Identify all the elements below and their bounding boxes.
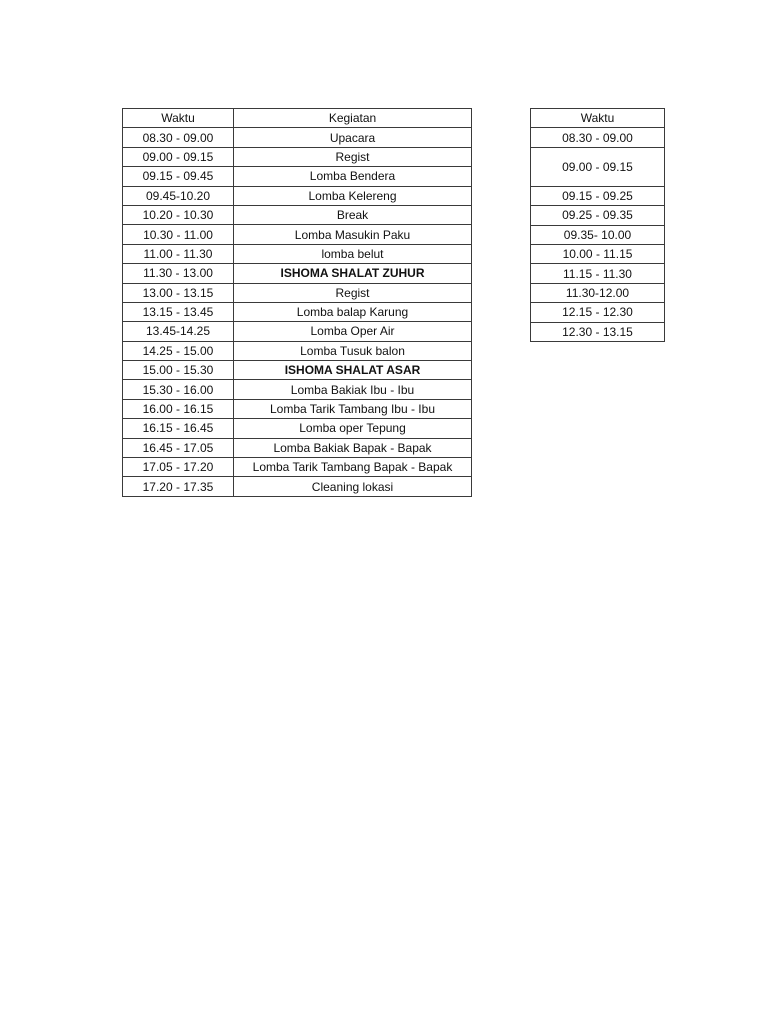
side-waktu-cell: 08.30 - 09.00 — [531, 128, 665, 147]
kegiatan-cell: Lomba Tusuk balon — [234, 341, 472, 360]
table-row — [531, 264, 665, 283]
table-row — [123, 399, 472, 418]
kegiatan-cell: lomba belut — [234, 244, 472, 263]
waktu-cell: 15.30 - 16.00 — [123, 380, 234, 399]
waktu-cell: 17.05 - 17.20 — [123, 458, 234, 477]
waktu-cell: 09.15 - 09.45 — [123, 167, 234, 186]
side-header-row — [531, 109, 665, 128]
kegiatan-cell: Lomba Bakiak Ibu - Ibu — [234, 380, 472, 399]
table-row — [123, 283, 472, 302]
table-row — [531, 283, 665, 302]
kegiatan-cell: ISHOMA SHALAT ASAR — [234, 361, 472, 380]
side-waktu-cell: 11.30-12.00 — [531, 283, 665, 302]
table-row — [531, 128, 665, 147]
waktu-cell: 17.20 - 17.35 — [123, 477, 234, 496]
table-row — [531, 186, 665, 205]
side-waktu-cell: 09.15 - 09.25 — [531, 186, 665, 205]
waktu-cell: 16.15 - 16.45 — [123, 419, 234, 438]
table-row — [123, 205, 472, 224]
kegiatan-cell: Lomba Masukin Paku — [234, 225, 472, 244]
kegiatan-cell: Lomba oper Tepung — [234, 419, 472, 438]
schedule-table — [122, 108, 472, 497]
side-waktu-cell: 10.00 - 11.15 — [531, 244, 665, 263]
side-time-table — [530, 108, 665, 342]
waktu-cell: 08.30 - 09.00 — [123, 128, 234, 147]
kegiatan-cell: Cleaning lokasi — [234, 477, 472, 496]
kegiatan-cell: Break — [234, 205, 472, 224]
waktu-cell: 13.45-14.25 — [123, 322, 234, 341]
waktu-cell: 10.20 - 10.30 — [123, 205, 234, 224]
header-kegiatan: Kegiatan — [234, 109, 472, 128]
side-waktu-cell: 12.30 - 13.15 — [531, 322, 665, 341]
waktu-cell: 16.45 - 17.05 — [123, 438, 234, 457]
table-row — [123, 438, 472, 457]
waktu-cell: 14.25 - 15.00 — [123, 341, 234, 360]
table-row — [123, 458, 472, 477]
waktu-cell: 13.00 - 13.15 — [123, 283, 234, 302]
table-row — [123, 361, 472, 380]
table-row — [531, 244, 665, 263]
side-waktu-cell: 12.15 - 12.30 — [531, 303, 665, 322]
table-row — [123, 186, 472, 205]
kegiatan-cell: Lomba Bakiak Bapak - Bapak — [234, 438, 472, 457]
table-row — [123, 322, 472, 341]
waktu-cell: 11.00 - 11.30 — [123, 244, 234, 263]
table-row — [123, 225, 472, 244]
kegiatan-cell: Lomba Kelereng — [234, 186, 472, 205]
table-row — [123, 419, 472, 438]
table-row — [531, 206, 665, 225]
table-row — [123, 147, 472, 166]
kegiatan-cell: Lomba balap Karung — [234, 302, 472, 321]
table-row — [123, 244, 472, 263]
side-waktu-cell: 11.15 - 11.30 — [531, 264, 665, 283]
header-row — [123, 109, 472, 128]
side-waktu-cell: 09.25 - 09.35 — [531, 206, 665, 225]
side-waktu-cell: 09.00 - 09.15 — [531, 147, 665, 186]
table-row — [531, 225, 665, 244]
kegiatan-cell: Upacara — [234, 128, 472, 147]
waktu-cell: 09.45-10.20 — [123, 186, 234, 205]
kegiatan-cell: ISHOMA SHALAT ZUHUR — [234, 264, 472, 283]
kegiatan-cell: Lomba Tarik Tambang Ibu - Ibu — [234, 399, 472, 418]
table-row — [123, 167, 472, 186]
table-row — [123, 477, 472, 496]
table-row — [123, 128, 472, 147]
side-header-waktu: Waktu — [531, 109, 665, 128]
table-row — [123, 264, 472, 283]
table-row — [531, 147, 665, 186]
kegiatan-cell: Lomba Bendera — [234, 167, 472, 186]
waktu-cell: 13.15 - 13.45 — [123, 302, 234, 321]
kegiatan-cell: Regist — [234, 147, 472, 166]
kegiatan-cell: Regist — [234, 283, 472, 302]
waktu-cell: 10.30 - 11.00 — [123, 225, 234, 244]
header-waktu: Waktu — [123, 109, 234, 128]
table-row — [531, 322, 665, 341]
kegiatan-cell: Lomba Oper Air — [234, 322, 472, 341]
waktu-cell: 09.00 - 09.15 — [123, 147, 234, 166]
table-row — [123, 380, 472, 399]
waktu-cell: 11.30 - 13.00 — [123, 264, 234, 283]
table-row — [531, 303, 665, 322]
side-waktu-cell: 09.35- 10.00 — [531, 225, 665, 244]
kegiatan-cell: Lomba Tarik Tambang Bapak - Bapak — [234, 458, 472, 477]
table-row — [123, 302, 472, 321]
waktu-cell: 16.00 - 16.15 — [123, 399, 234, 418]
waktu-cell: 15.00 - 15.30 — [123, 361, 234, 380]
table-row — [123, 341, 472, 360]
